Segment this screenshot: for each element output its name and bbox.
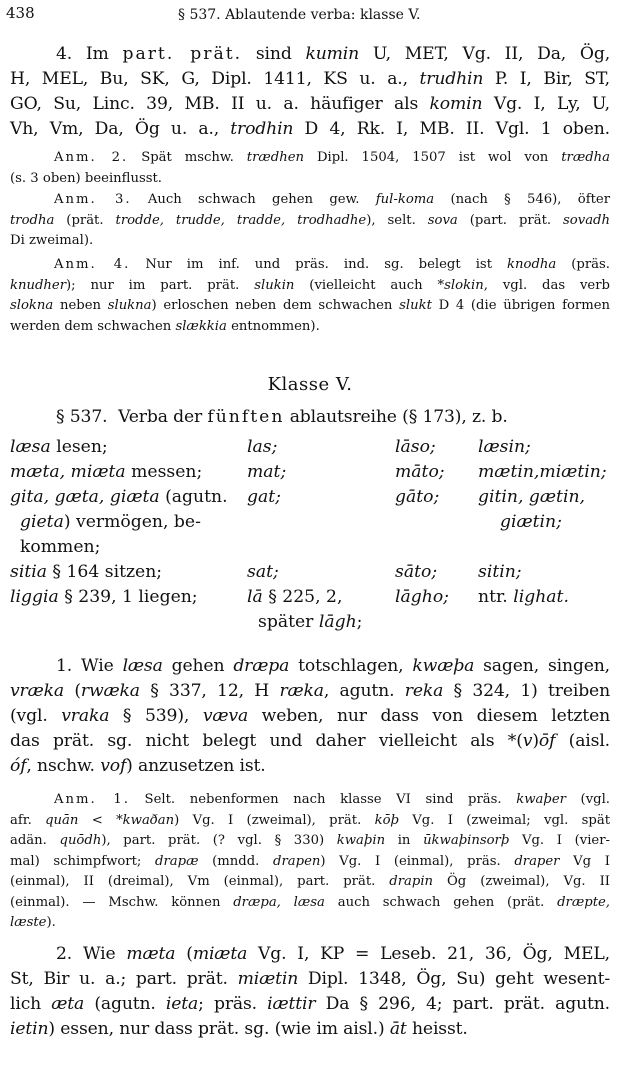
text-line: Anm. 1. Selt. nebenformen nach klasse VI sind präs. kwaþer (vgl. — [54, 792, 610, 807]
preterite-plural: lāgho; — [395, 587, 449, 607]
paragraph-2 — [10, 942, 610, 1042]
verb-paradigm-table — [10, 437, 615, 637]
table-row — [10, 537, 615, 562]
infinitive-continued: kommen; — [20, 537, 101, 557]
text-line: læste). — [10, 915, 56, 930]
infinitive: sitia § 164 sitzen; — [10, 562, 163, 582]
table-row — [10, 487, 615, 512]
text-line: knudher); nur im part. prät. slukin (vielleicht auch *slokin, vgl. das verb — [10, 277, 610, 293]
table-row — [10, 612, 615, 637]
running-head: § 537. Ablautende verba: klasse V. — [178, 7, 421, 23]
text-line: óf, nschw. vof) anzusetzen ist. — [10, 756, 266, 776]
participle: læsin; — [478, 437, 531, 457]
infinitive-continued: gieta) vermögen, be- — [20, 512, 201, 532]
text-line: Di zweimal). — [10, 233, 94, 248]
preterite-singular-continued: später lāgh; — [258, 612, 363, 632]
table-row — [10, 512, 615, 537]
text-line: trodha (prät. trodde, trudde, tradde, trodhadhe), selt. sova (part. prät. sovadh — [10, 212, 610, 228]
preterite-singular: gat; — [247, 487, 281, 507]
participle: gitin, gætin, — [478, 487, 585, 507]
note-anm-4 — [10, 255, 610, 337]
text-line: Anm. 3. Auch schwach gehen gew. ful-koma (nach § 546), öfter — [54, 192, 611, 207]
note-text: D 4 (die übrigen formen werden dem schwachen — [10, 298, 611, 334]
preterite-singular: mat; — [247, 462, 287, 482]
page-number: 438 — [6, 4, 35, 22]
participle: mætin,miætin; — [478, 462, 607, 482]
text-line: Vh, Vm, Da, Ög u. a., trodhin D 4, Rk. I, MB. II. Vgl. 1 oben. — [10, 119, 610, 139]
text-line: § 537. Verba der fünften ablautsreihe (§ 173), z. b. — [56, 407, 508, 427]
preterite-singular: las; — [247, 437, 278, 457]
table-row — [10, 462, 615, 487]
text-line: lich æta (agutn. ieta; präs. iættir Da § 296, 4; part. prät. agutn. — [10, 994, 610, 1014]
text-line: vræka (rwæka § 337, 12, H ræka, agutn. reka § 324, 1) treiben — [10, 681, 610, 701]
text-line: das prät. sg. nicht belegt und daher vielleicht als *(v)ōf (aisl. — [10, 731, 610, 751]
infinitive: mæta, miæta messen; — [10, 462, 203, 482]
text-lines-wrapped: slokna neben slukna) erloschen neben dem schwachen slukt D 4 (die übrigen formen werden dem schwachen slækkia entnommen). — [10, 298, 611, 334]
preterite-plural: gāto; — [395, 487, 440, 507]
text-line: (s. 3 oben) beeinflusst. — [10, 170, 162, 186]
page-header — [6, 4, 615, 28]
text-line: 4. Im part. prät. sind kumin U, MET, Vg. II, Da, Ög, — [56, 44, 611, 64]
text-line: H, MEL, Bu, SK, G, Dipl. 1411, KS u. a., trudhin P. I, Bir, ST, — [10, 69, 610, 89]
infinitive: gita, gæta, giæta (agutn. — [10, 487, 228, 507]
text-line: (vgl. vraka § 539), væva weben, nur dass von diesem letzten — [10, 706, 611, 726]
text-line: Anm. 4. Nur im inf. und präs. ind. sg. belegt ist knodha (präs. — [54, 257, 610, 272]
note-label: Anm. 3. — [54, 192, 132, 207]
participle: ntr. lighat. — [478, 587, 569, 607]
paragraph-1 — [10, 654, 610, 779]
table-row — [10, 587, 615, 612]
infinitive: liggia § 239, 1 liegen; — [10, 587, 198, 607]
note-anm-1 — [10, 790, 610, 934]
text-line: Anm. 2. Spät mschw. trædhen Dipl. 1504, 1507 ist wol von trædha — [54, 150, 611, 165]
text-line: adän. quōdh), part. prät. (? vgl. § 330) kwaþin in ūkwaþinsorþ Vg. I (vier- — [10, 833, 610, 848]
text-line: St, Bir u. a.; part. prät. miætin Dipl. 1348, Ög, Su) geht wesent- — [10, 969, 610, 989]
text-line: 1. Wie læsa gehen dræpa totschlagen, kwæþa sagen, singen, — [56, 656, 610, 676]
paragraph-number: § 537. — [56, 407, 108, 427]
preterite-singular: lā § 225, 2, — [247, 587, 343, 607]
text-line: (einmal). — Mschw. können dræpa, læsa auch schwach gehen (prät. dræpte, — [10, 894, 610, 910]
note-anm-3 — [10, 190, 610, 252]
text-line: mal) schimpfwort; drapæ (mndd. drapen) Vg. I (einmal), präs. draper Vg I — [10, 853, 610, 869]
participle: sitin; — [478, 562, 522, 582]
note-anm-2 — [10, 148, 610, 189]
preterite-plural: lāso; — [395, 437, 436, 457]
table-row — [10, 562, 615, 587]
preterite-plural: sāto; — [395, 562, 438, 582]
note-label: Anm. 4. — [54, 257, 131, 272]
infinitive: læsa lesen; — [10, 437, 108, 457]
section-heading: Klasse V. — [267, 374, 353, 395]
preterite-plural: māto; — [395, 462, 445, 482]
text-line: afr. quān < *kwaðan) Vg. I (zweimal), prät. kōþ Vg. I (zweimal; vgl. spät — [10, 812, 610, 828]
preterite-singular: sat; — [247, 562, 279, 582]
text-line: (einmal), II (dreimal), Vm (einmal), part. prät. drapin Ög (zweimal), Vg. II — [10, 874, 610, 889]
participle: giætin; — [500, 512, 562, 532]
note-label: Anm. 2. — [54, 150, 129, 165]
paragraph-4 — [10, 42, 610, 142]
text-line: ietin) essen, nur dass prät. sg. (wie im aisl.) āt heisst. — [10, 1019, 468, 1039]
table-row — [10, 437, 615, 462]
note-label: Anm. 1. — [54, 792, 130, 807]
text-line: GO, Su, Linc. 39, MB. II u. a. häufiger als komin Vg. I, Ly, U, — [10, 94, 610, 114]
paragraph-537-intro — [10, 405, 610, 430]
text-line: 2. Wie mæta (miæta Vg. I, KP = Leseb. 21, 36, Ög, MEL, — [56, 944, 610, 964]
